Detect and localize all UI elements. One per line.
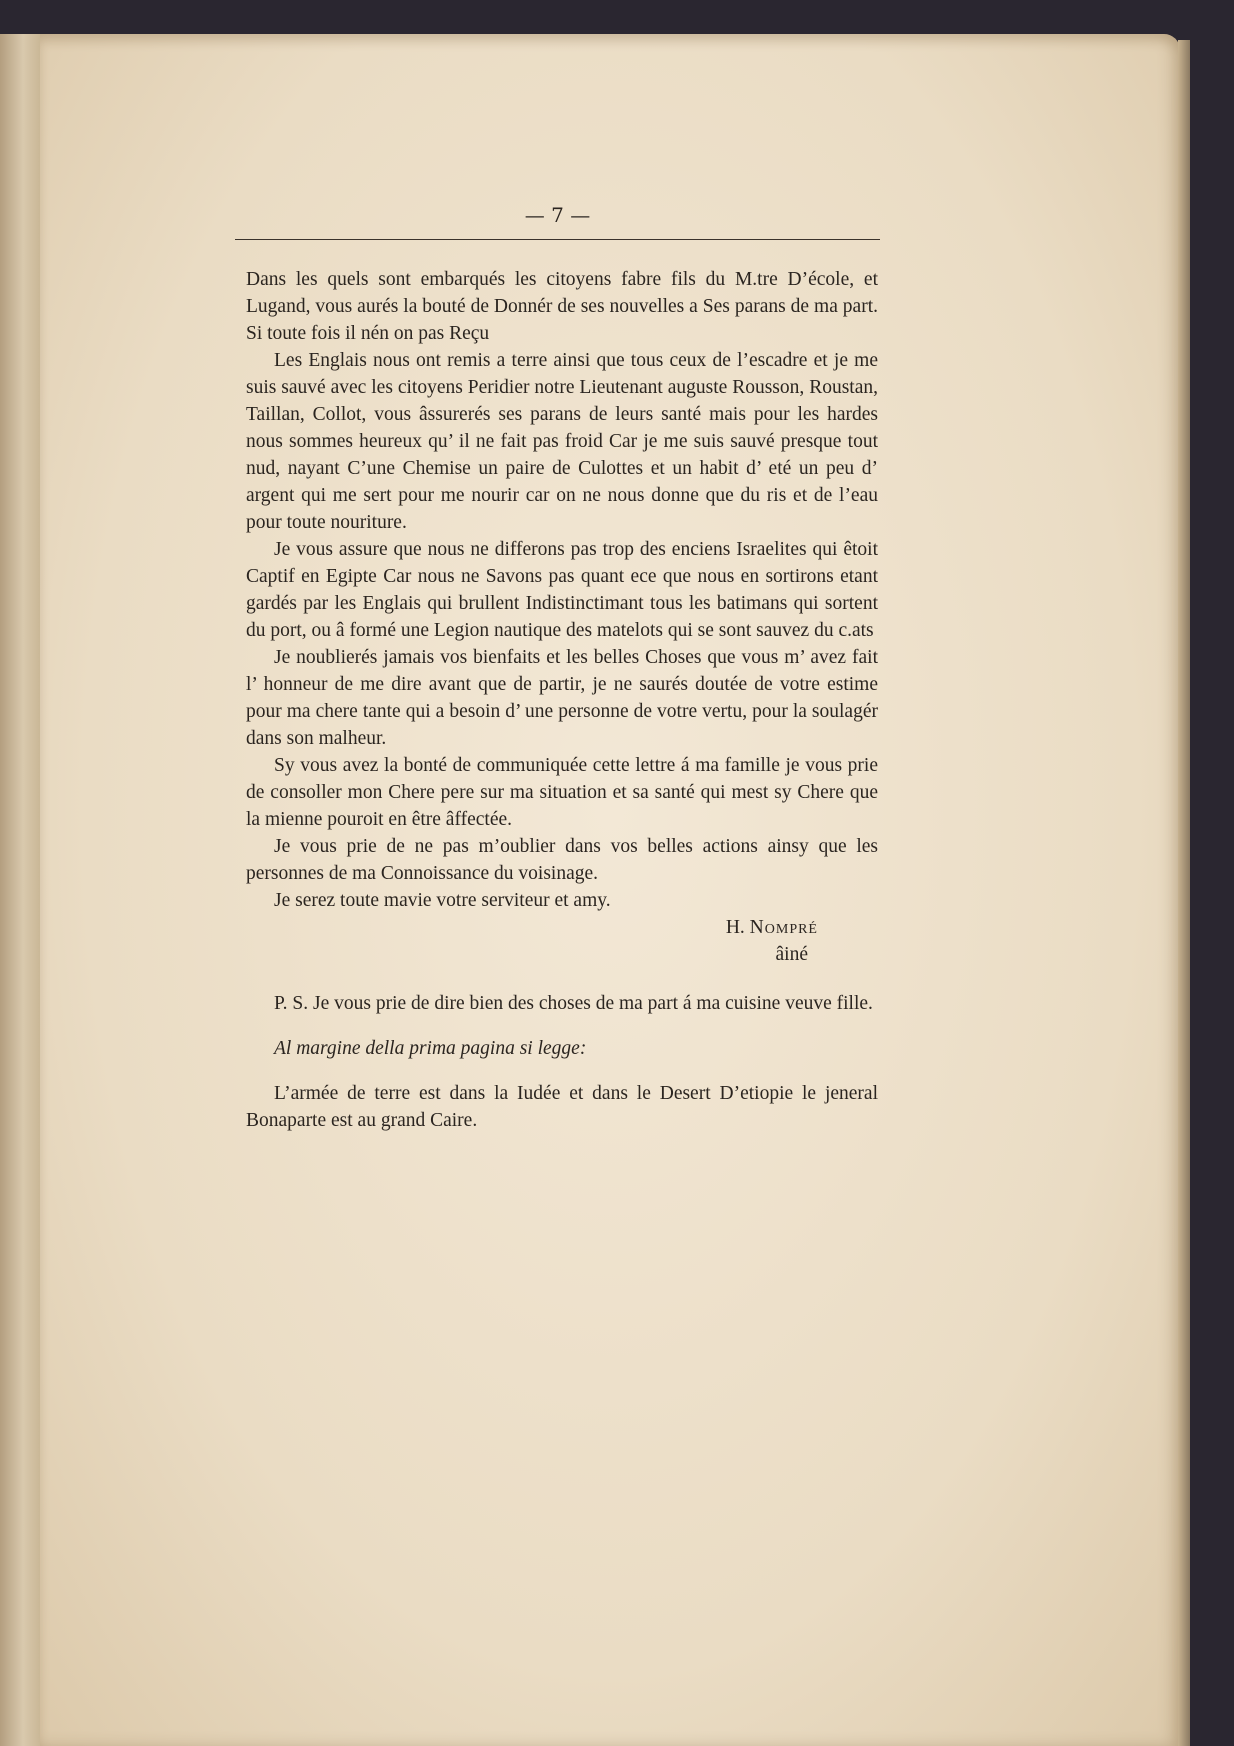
- paragraph-4: Je noublierés jamais vos bienfaits et les belles Choses que vous m’ avez fait l’ honneur de me dire avant que de partir, je ne saurés doutée de votre estime pour ma chere tante qui a besoin d’ une personne de votre vertu, pour la soulagér dans son malheur.: [246, 647, 878, 749]
- paragraph-6: Je vous prie de ne pas m’oublier dans vos belles actions ainsy que les personnes de ma Connoissance du voisinage.: [246, 836, 878, 884]
- letter-body: [246, 266, 878, 1134]
- margin-note-heading: Al margine della prima pagina si legge:: [274, 1038, 587, 1059]
- signature-name: Nompré: [749, 917, 818, 938]
- signature-line: [246, 914, 878, 941]
- paragraph-5: Sy vous avez la bonté de communiquée cette lettre á ma famille je vous prie de consoller mon Chere pere sur ma situation et sa santé qui mest sy Chere que la mienne pouroit en être âffectée.: [246, 755, 878, 830]
- spacer: [246, 1062, 878, 1080]
- paragraph-2: Les Englais nous ont remis a terre ainsi que tous ceux de l’escadre et je me suis sauvé avec les citoyens Peridier notre Lieutenant auguste Rousson, Roustan, Taillan, Collot, vous âssurerés ses parans de leurs santé mais pour les hardes nous sommes heureux qu’ il ne fait pas froid Car je me suis sauvé presque tout nud, nayant C’une Chemise un paire de Culottes et un habit d’ eté un peu d’ argent qui me sert pour me nourir car on ne nous donne que du ris et de l’eau pour toute nouriture.: [246, 350, 878, 533]
- paragraph-7: Je serez toute mavie votre serviteur et amy.: [274, 890, 611, 911]
- spacer: [246, 968, 878, 990]
- paragraph-1: Dans les quels sont embarqués les citoyens fabre fils du M.tre D’école, et Lugand, vous aurés la bouté de Donnér de ses nouvelles a Ses parans de ma part. Si toute fois il nén on pas Reçu: [246, 269, 878, 344]
- postscript: P. S. Je vous prie de dire bien des choses de ma part á ma cuisine veuve fille.: [274, 993, 873, 1014]
- page-edge-shadow: [1178, 40, 1190, 1746]
- margin-note: L’armée de terre est dans la Iudée et dans le Desert D’etiopie le jeneral Bonaparte est au grand Caire.: [246, 1083, 878, 1131]
- spacer: [246, 1017, 878, 1035]
- signature-initial: H.: [725, 917, 745, 938]
- header-rule: [235, 239, 880, 240]
- signature-suffix: âiné: [775, 944, 808, 965]
- paragraph-3: Je vous assure que nous ne differons pas trop des enciens Israelites qui êtoit Captif en Egipte Car nous ne Savons pas quant ece que nous en sortirons etant gardés par les Englais qui brullent Indistinctimant tous les batimans qui sortent du port, ou â formé une Legion nautique des matelots qui se sont sauvez du c.ats: [246, 539, 878, 641]
- page-number: — 7 —: [524, 203, 591, 227]
- facing-page-edge: [0, 34, 42, 1746]
